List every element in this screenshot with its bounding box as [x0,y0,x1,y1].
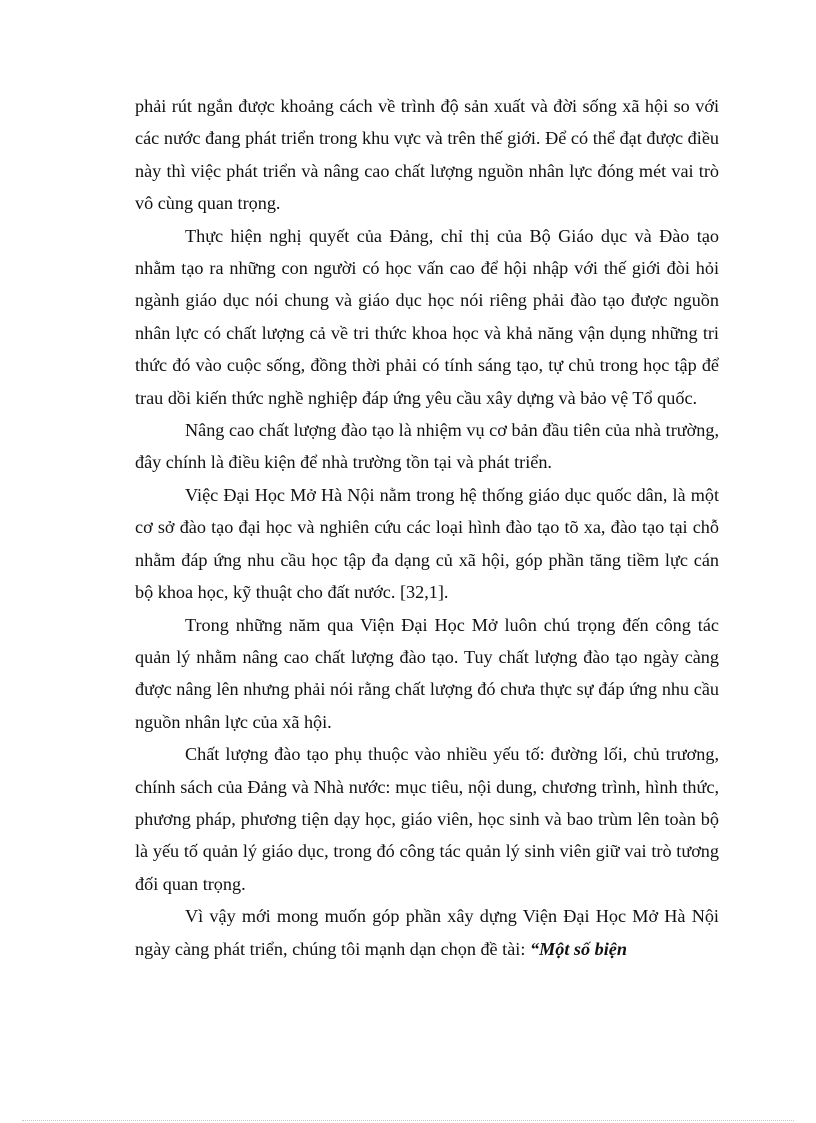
paragraph-3: Nâng cao chất lượng đào tạo là nhiệm vụ cơ bản đầu tiên của nhà trường, đây chính là điều kiện để nhà trường tồn tại và phát triển. [135,420,719,473]
paragraph-4: Việc Đại Học Mở Hà Nội nằm trong hệ thống giáo dục quốc dân, là một cơ sở đào tạo đại học và nghiên cứu các loại hình đào tạo tõ xa, đào tạo tại chỗ nhằm đáp ứng nhu cầu học tập đa dạng củ xã hội, góp phần tăng tiềm lực cán bộ khoa học, kỹ thuật cho đất nước. [32,1]. [135,484,719,603]
paragraph-2: Thực hiện nghị quyết của Đảng, chỉ thị của Bộ Giáo dục và Đào tạo nhằm tạo ra những con người có học vấn cao để hội nhập với thế giới đòi hỏi ngành giáo dục nói chung và giáo dục học nói riêng phải đào tạo được nguồn nhân lực có chất lượng cả về tri thức khoa học và khả năng vận dụng những tri thức đó vào cuộc sống, đồng thời phải có tính sáng tạo, tự chủ trong học tập để trau dồi kiến thức nghề nghiệp đáp ứng yêu cầu xây dựng và bảo vệ Tổ quốc. [135,225,719,408]
paragraph-6: Chất lượng đào tạo phụ thuộc vào nhiều yếu tố: đường lối, chủ trương, chính sách của Đảng và Nhà nước: mục tiêu, nội dung, chương trình, hình thức, phương pháp, phương tiện dạy học, giáo viên, học sinh và bao trùm lên toàn bộ là yếu tố quản lý giáo dục, trong đó công tác quản lý sinh viên giữ vai trò tương đối quan trọng. [135,744,719,894]
body-text [135,90,719,965]
page-bottom-divider [22,1120,794,1121]
thesis-title-emphasis: “Một số biện [529,938,627,959]
paragraph-7 [135,900,719,965]
paragraph-1: phải rút ngắn được khoảng cách về trình độ sản xuất và đời sống xã hội so với các nước đang phát triển trong khu vực và trên thế giới. Để có thể đạt được điều này thì việc phát triển và nâng cao chất lượng nguồn nhân lực đóng mét vai trò vô cùng quan trọng. [135,96,719,214]
paragraph-7-text: Vì vậy mới mong muốn góp phần xây dựng Viện Đại Học Mở Hà Nội ngày càng phát triển, chúng tôi mạnh dạn chọn đề tài: [135,906,719,959]
paragraph-5: Trong những năm qua Viện Đại Học Mở luôn chú trọng đến công tác quản lý nhằm nâng cao chất lượng đào tạo. Tuy chất lượng đào tạo ngày càng được nâng lên nhưng phải nói rằng chất lượng đó chưa thực sự đáp ứng nhu cầu nguồn nhân lực của xã hội. [135,614,719,732]
